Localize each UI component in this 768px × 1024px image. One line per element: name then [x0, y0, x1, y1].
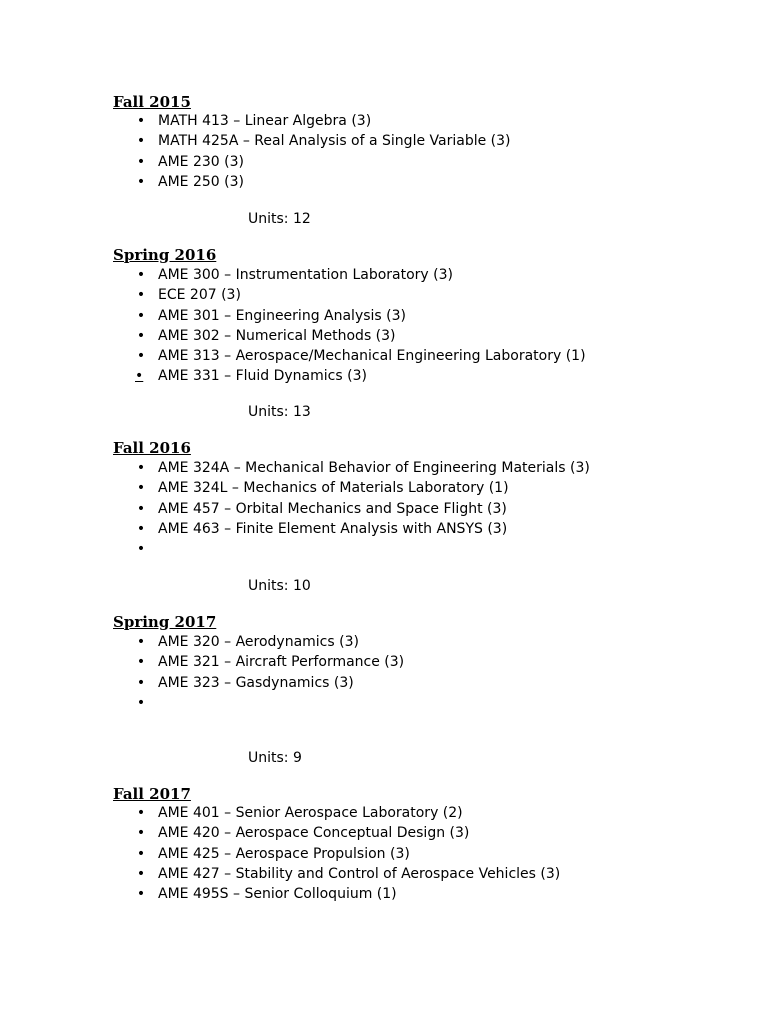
course-text: AME 401 – Senior Aerospace Laboratory (2): [158, 805, 463, 821]
course-text: MATH 413 – Linear Algebra (3): [158, 113, 372, 129]
course-text: AME 463 – Finite Element Analysis with ANSYS (3): [158, 520, 508, 537]
units-fall-2016: Units: 10: [248, 578, 311, 594]
course-text: AME 425 – Aerospace Propulsion (3): [158, 845, 410, 862]
course-text: AME 323 – Gasdynamics (3): [158, 674, 354, 691]
term-heading-spring-2017: Spring 2017: [113, 613, 217, 631]
bullet-icon: •: [136, 173, 146, 190]
bullet-icon: •: [136, 500, 146, 517]
bullet-icon: •: [136, 153, 146, 170]
bullet-icon: •: [135, 368, 144, 385]
bullet-icon: •: [136, 327, 146, 344]
units-fall-2015: Units: 12: [248, 211, 311, 227]
term-heading-fall-2015: Fall 2015: [113, 93, 191, 111]
bullet-icon: •: [136, 460, 146, 476]
bullet-icon: •: [136, 520, 146, 537]
course-text: AME 320 – Aerodynamics (3): [158, 634, 359, 650]
bullet-icon: •: [136, 267, 146, 283]
bullet-icon: •: [136, 865, 146, 882]
course-text: AME 313 – Aerospace/Mechanical Engineering Laboratory (1): [158, 348, 586, 365]
course-text: AME 321 – Aircraft Performance (3): [158, 654, 405, 671]
course-text: AME 427 – Stability and Control of Aerospace Vehicles (3): [158, 865, 561, 882]
bullet-icon: •: [136, 634, 146, 650]
course-text: AME 495S – Senior Colloquium (1): [158, 886, 397, 903]
bullet-icon: •: [136, 287, 146, 304]
bullet-icon: •: [136, 845, 146, 862]
course-text: AME 230 (3): [158, 153, 244, 170]
bullet-icon: •: [136, 348, 146, 365]
bullet-icon: •: [136, 654, 146, 671]
bullet-icon: •: [136, 133, 146, 150]
course-text: AME 457 – Orbital Mechanics and Space Flight (3): [158, 500, 507, 517]
units-spring-2017: Units: 9: [248, 750, 302, 766]
course-text: ECE 207 (3): [158, 287, 241, 304]
bullet-icon: •: [136, 805, 146, 821]
bullet-icon: •: [136, 541, 146, 558]
units-spring-2016: Units: 13: [248, 404, 311, 420]
bullet-icon: •: [136, 694, 146, 711]
term-heading-spring-2016: Spring 2016: [113, 246, 217, 264]
course-text: AME 420 – Aerospace Conceptual Design (3): [158, 825, 470, 842]
course-text: AME 331 – Fluid Dynamics (3): [158, 368, 367, 385]
bullet-icon: •: [136, 480, 146, 497]
course-text: AME 302 – Numerical Methods (3): [158, 327, 396, 344]
term-heading-fall-2017: Fall 2017: [113, 785, 191, 803]
course-text: AME 250 (3): [158, 173, 244, 190]
bullet-icon: •: [136, 113, 146, 129]
course-text: AME 300 – Instrumentation Laboratory (3): [158, 267, 453, 283]
course-text: AME 324A – Mechanical Behavior of Engineering Materials (3): [158, 460, 590, 476]
bullet-icon: •: [136, 886, 146, 903]
course-text: MATH 425A – Real Analysis of a Single Variable (3): [158, 133, 511, 150]
bullet-icon: •: [136, 825, 146, 842]
bullet-icon: •: [136, 674, 146, 691]
bullet-icon: •: [136, 307, 146, 324]
course-text: AME 324L – Mechanics of Materials Laboratory (1): [158, 480, 509, 497]
term-heading-fall-2016: Fall 2016: [113, 439, 191, 457]
course-text: AME 301 – Engineering Analysis (3): [158, 307, 406, 324]
